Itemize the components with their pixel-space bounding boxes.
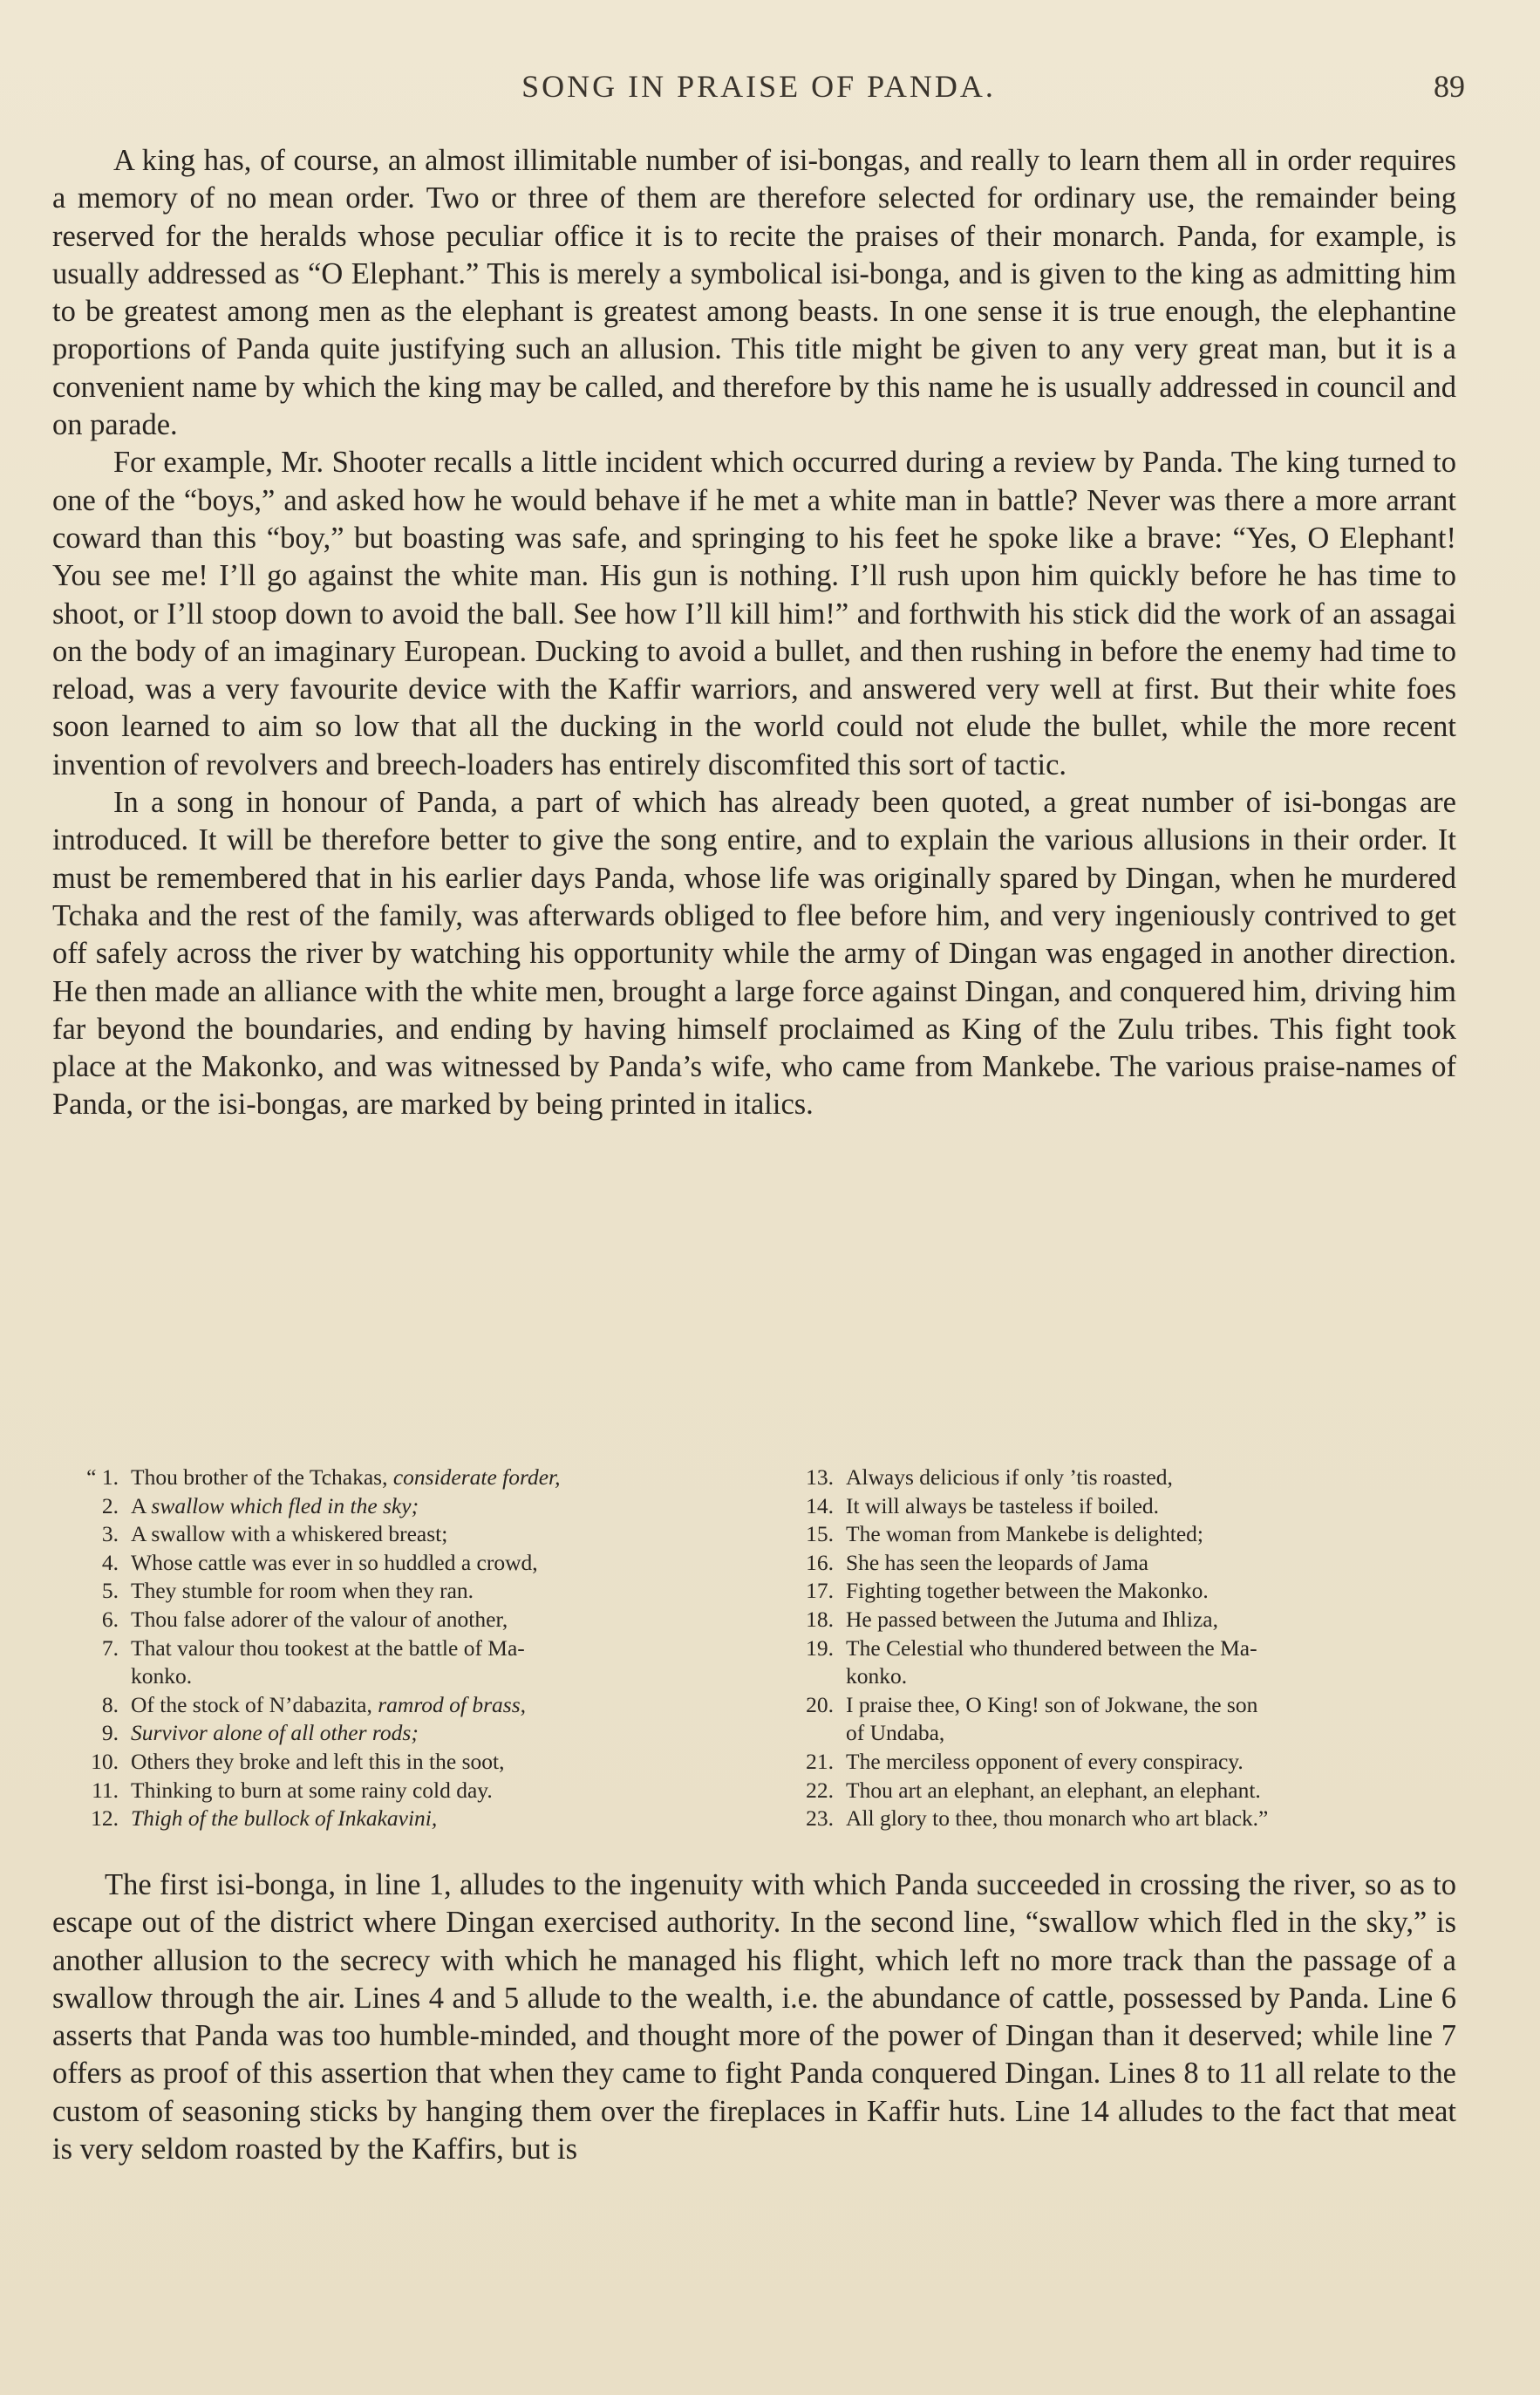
song-line-number: 6. bbox=[101, 1606, 119, 1632]
song-line-number: 4. bbox=[101, 1549, 119, 1575]
paragraph: For example, Mr. Shooter recalls a little incident which occurred during a review by Panda. The king turned to one of the “boys,” and asked how he would behave if he met a white man in battle? Never was there a more arrant coward than this “boy,” but boasting was safe, and springing to his feet he spoke like a brave: “Yes, O Elephant! You see me! I’ll go against the white man. His gun is nothing. I’ll rush upon him quickly before he has time to shoot, or I’ll stoop down to avoid the ball. See how I’ll kill him!” and forthwith his stick did the work of an assagai on the body of an imaginary European. Ducking to avoid a bullet, and then rushing in before the enemy had time to reload, was a very favourite device with the Kaffir warriors, and answered very well at first. But their white foes soon learned to aim so low that all the ducking in the world could not elude the bullet, while the more recent invention of revolvers and breech-loaders has entirely discomfited this sort of tactic. bbox=[52, 446, 1456, 781]
song-line bbox=[790, 1634, 1453, 1663]
song-line bbox=[790, 1577, 1453, 1606]
song-line-plain: Whose cattle was ever in so huddled a crowd, bbox=[131, 1549, 538, 1575]
song-line-text bbox=[846, 1805, 1453, 1833]
song-line-text bbox=[131, 1691, 746, 1720]
song-line-text bbox=[846, 1520, 1453, 1549]
song-line bbox=[790, 1805, 1453, 1833]
song-line-text bbox=[846, 1634, 1453, 1663]
song-line-italic: Survivor alone of all other rods; bbox=[131, 1720, 419, 1746]
song-line-plain: It will always be tasteless if boiled. bbox=[846, 1492, 1160, 1518]
song-line-text bbox=[131, 1492, 746, 1521]
song-line-italic: ramrod of brass, bbox=[378, 1691, 527, 1717]
song-column-right bbox=[790, 1464, 1453, 1833]
song-line-text bbox=[131, 1549, 746, 1578]
song-line-plain: konko. bbox=[131, 1663, 193, 1689]
song-line-number: 23. bbox=[806, 1805, 834, 1832]
song-line-plain: I praise thee, O King! son of Jokwane, the son bbox=[846, 1691, 1258, 1717]
song-line-text bbox=[131, 1634, 746, 1663]
song-line-number: 12. bbox=[91, 1805, 119, 1832]
song-line-plain: They stumble for room when they ran. bbox=[131, 1578, 474, 1604]
song-line-plain: A swallow with a whiskered breast; bbox=[131, 1521, 448, 1547]
song-line-number: 7. bbox=[101, 1634, 119, 1661]
song-line bbox=[790, 1520, 1453, 1549]
song-line-plain: The merciless opponent of every conspiracy. bbox=[846, 1748, 1244, 1774]
song-line-plain: Fighting together between the Makonko. bbox=[846, 1578, 1209, 1604]
running-title: SONG IN PRAISE OF PANDA. bbox=[521, 69, 996, 104]
song-in-praise bbox=[75, 1464, 1453, 1833]
song-line bbox=[790, 1719, 1453, 1748]
song-line-text bbox=[131, 1464, 746, 1492]
song-line-number: 13. bbox=[806, 1464, 834, 1490]
song-line-text bbox=[131, 1719, 746, 1748]
song-line-text bbox=[846, 1719, 1453, 1748]
song-line-number: 22. bbox=[806, 1777, 834, 1803]
song-line-text bbox=[846, 1577, 1453, 1606]
song-line-plain: Thou art an elephant, an elephant, an elephant. bbox=[846, 1777, 1261, 1803]
song-line bbox=[75, 1662, 746, 1691]
song-line-text bbox=[846, 1464, 1453, 1492]
song-line bbox=[790, 1662, 1453, 1691]
paragraph: A king has, of course, an almost illimitable number of isi-bongas, and really to learn them all in order requires a memory of no mean order. Two or three of them are therefore selected for ordinary use, the remainder being reserved for the heralds whose peculiar office it is to recite the praises of their monarch. Panda, for example, is usually addressed as “O Elephant.” This is merely a symbolical isi-bonga, and is given to the king as admitting him to be greatest among men as the elephant is greatest among beasts. In one sense it is true enough, the elephantine proportions of Panda quite justifying such an allusion. This title might be given to any very great man, but it is a convenient name by which the king may be called, and therefore by this name he is usually addressed in council and on parade. bbox=[52, 144, 1456, 442]
song-line-text bbox=[131, 1748, 746, 1777]
song-line-plain: Thinking to burn at some rainy cold day. bbox=[131, 1777, 493, 1803]
song-line-text bbox=[846, 1549, 1453, 1578]
song-line-plain: The woman from Mankebe is delighted; bbox=[846, 1521, 1204, 1547]
song-line-number: 10. bbox=[91, 1748, 119, 1774]
song-line-plain: All glory to thee, thou monarch who art black.” bbox=[846, 1805, 1269, 1832]
song-line-italic: Thigh of the bullock of Inkakavini, bbox=[131, 1805, 438, 1832]
song-line-text bbox=[846, 1748, 1453, 1777]
song-line bbox=[75, 1520, 746, 1549]
song-line-plain: Others they broke and left this in the soot, bbox=[131, 1748, 505, 1774]
song-line bbox=[790, 1606, 1453, 1634]
song-line-text bbox=[846, 1492, 1453, 1521]
song-line bbox=[790, 1464, 1453, 1492]
song-line-text bbox=[846, 1691, 1453, 1720]
song-line-text bbox=[131, 1606, 746, 1634]
paragraph: The first isi-bonga, in line 1, alludes to the ingenuity with which Panda succeeded in crossing the river, so as to escape out of the district where Dingan exercised authority. In the second line, “swallow which fled in the sky,” is another allusion to the secrecy with which he managed his flight, which left no more track than the passage of a swallow through the air. Lines 4 and 5 allude to the wealth, i.e. the abundance of cattle, possessed by Panda. Line 6 asserts that Panda was too humble-minded, and thought more of the power of Dingan than it deserved; while line 7 offers as proof of this assertion that when they came to fight Panda conquered Dingan. Lines 8 to 11 all relate to the custom of seasoning sticks by hanging them over the fireplaces in Kaffir huts. Line 14 alludes to the fact that meat is very seldom roasted by the Kaffirs, but is bbox=[52, 1868, 1456, 2166]
song-line-number: 20. bbox=[806, 1691, 834, 1717]
song-line-number: 14. bbox=[806, 1492, 834, 1518]
song-line-plain: Thou false adorer of the valour of another, bbox=[131, 1606, 508, 1632]
song-line-number: 16. bbox=[806, 1549, 834, 1575]
song-line bbox=[75, 1577, 746, 1606]
song-line-plain: A bbox=[131, 1492, 152, 1518]
body-text bbox=[52, 142, 1456, 1124]
song-line-number: 17. bbox=[806, 1578, 834, 1604]
song-line-plain: She has seen the leopards of Jama bbox=[846, 1549, 1148, 1575]
song-line-number: 9. bbox=[101, 1720, 119, 1746]
song-line-number: 18. bbox=[806, 1606, 834, 1632]
song-line-number bbox=[75, 1662, 131, 1691]
song-line-text bbox=[131, 1777, 746, 1805]
paragraph: In a song in honour of Panda, a part of which has already been quoted, a great number of isi-bongas are introduced. It will be therefore better to give the song entire, and to explain the various allusions in their order. It must be remembered that in his earlier days Panda, whose life was originally spared by Dingan, when he murdered Tchaka and the rest of the family, was afterwards obliged to flee before him, and very ingeniously contrived to get off safely across the river by watching his opportunity while the army of Dingan was engaged in another direction. He then made an alliance with the white men, brought a large force against Dingan, and conquered him, driving him far beyond the boundaries, and ending by having himself proclaimed as King of the Zulu tribes. This fight took place at the Makonko, and was witnessed by Panda’s wife, who came from Mankebe. The various praise-names of Panda, or the isi-bongas, are marked by being printed in italics. bbox=[52, 786, 1456, 1122]
song-line-number: 15. bbox=[806, 1521, 834, 1547]
song-line bbox=[75, 1719, 746, 1748]
song-line-plain: Always delicious if only ’tis roasted, bbox=[846, 1464, 1173, 1490]
song-line-text bbox=[131, 1805, 746, 1833]
song-line-plain: konko. bbox=[846, 1663, 908, 1689]
song-line bbox=[75, 1634, 746, 1663]
song-line bbox=[75, 1748, 746, 1777]
song-line-plain: Thou brother of the Tchakas, bbox=[131, 1464, 393, 1490]
song-line-italic: considerate forder, bbox=[392, 1464, 561, 1490]
song-line-text bbox=[131, 1577, 746, 1606]
song-line bbox=[790, 1492, 1453, 1521]
song-line-number bbox=[790, 1719, 846, 1748]
song-line bbox=[75, 1549, 746, 1578]
song-line-number: 21. bbox=[806, 1748, 834, 1774]
song-line-number: 2. bbox=[101, 1492, 119, 1518]
song-column-left bbox=[75, 1464, 746, 1833]
song-line-text bbox=[131, 1520, 746, 1549]
song-line-number: 11. bbox=[92, 1777, 119, 1803]
song-line-number: 8. bbox=[101, 1691, 119, 1717]
song-line-plain: The Celestial who thundered between the Ma- bbox=[846, 1634, 1257, 1661]
song-line bbox=[790, 1777, 1453, 1805]
song-line-plain: of Undaba, bbox=[846, 1720, 945, 1746]
song-line-italic: swallow which fled in the sky; bbox=[151, 1492, 419, 1518]
commentary-text bbox=[52, 1866, 1456, 2168]
song-line-plain: He passed between the Jutuma and Ihliza, bbox=[846, 1606, 1218, 1632]
song-line-text bbox=[846, 1777, 1453, 1805]
page-number: 89 bbox=[1434, 69, 1465, 104]
song-line bbox=[75, 1805, 746, 1833]
song-line-number bbox=[790, 1662, 846, 1691]
song-line-number: 5. bbox=[101, 1578, 119, 1604]
song-line bbox=[75, 1691, 746, 1720]
song-line-number: “ 1. bbox=[86, 1464, 119, 1490]
song-line bbox=[75, 1464, 746, 1492]
song-line bbox=[790, 1691, 1453, 1720]
song-line bbox=[75, 1492, 746, 1521]
song-line bbox=[75, 1777, 746, 1805]
song-line-plain: That valour thou tookest at the battle of Ma- bbox=[131, 1634, 525, 1661]
song-line-number: 3. bbox=[101, 1521, 119, 1547]
song-line-text bbox=[131, 1662, 746, 1691]
page-header bbox=[52, 68, 1465, 112]
song-line-text bbox=[846, 1606, 1453, 1634]
song-line bbox=[790, 1549, 1453, 1578]
song-line-number: 19. bbox=[806, 1634, 834, 1661]
song-line bbox=[790, 1748, 1453, 1777]
song-line bbox=[75, 1606, 746, 1634]
song-line-plain: Of the stock of N’dabazita, bbox=[131, 1691, 378, 1717]
song-line-text bbox=[846, 1662, 1453, 1691]
